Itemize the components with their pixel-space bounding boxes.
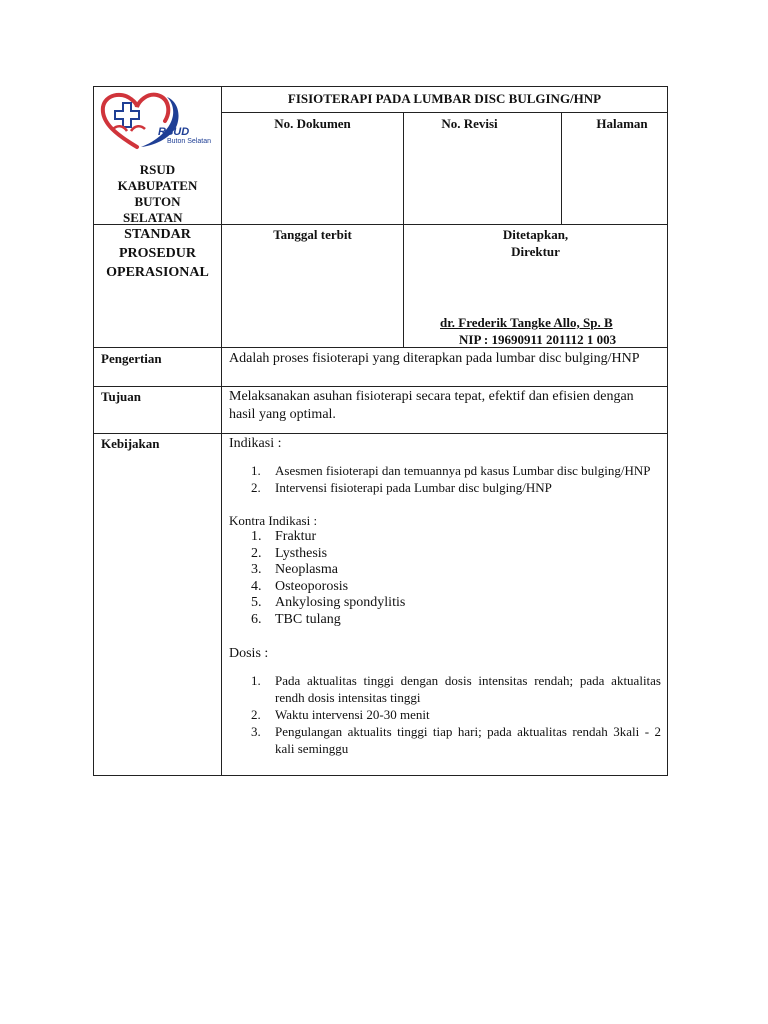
logo-text-sub: Buton Selatan [167,138,211,145]
sop-label [94,225,221,282]
list-item [229,462,661,479]
list-number: 3. [251,723,261,739]
dosis-heading: Dosis : [229,645,269,661]
dosis-item-3: Pengulangan aktualits tinggi tiap hari; pada aktualitas rendah 3kali - 2 kali seminggu [275,723,661,756]
table-border-right [667,86,668,776]
list-number: 1. [251,529,262,544]
no-dokumen-label: No. Dokumen [274,116,351,131]
kontra-item-5: Ankylosing spondylitis [275,595,406,611]
list-number: 5. [251,595,262,611]
kontra-item-4: Osteoporosis [275,578,349,594]
pengertian-text: Adalah proses fisioterapi yang diterapkan pada lumbar disc bulging/HNP [229,351,640,366]
kontra-item-2: Lysthesis [275,545,328,561]
institution-line1: RSUD [139,162,176,177]
indikasi-heading: Indikasi : [229,436,282,451]
list-item [229,479,661,496]
table-border-top [93,86,668,87]
ditetapkan-label: Ditetapkan, [502,227,569,242]
kebijakan-content [229,435,661,757]
institution-line4: SELATAN [123,210,183,225]
list-item [229,706,661,723]
list-number: 3. [251,562,262,578]
direktur-label: Direktur [511,244,560,259]
no-revisi-label: No. Revisi [441,116,498,131]
dosis-list [229,672,661,757]
tujuan-label: Tujuan [101,389,141,404]
halaman-label: Halaman [596,116,648,131]
hospital-logo [97,89,209,151]
kontra-heading: Kontra Indikasi : [229,513,318,528]
list-number: 6. [251,611,262,627]
indikasi-item-1: Asesmen fisioterapi dan temuannya pd kasus Lumbar disc bulging/HNP [275,463,651,478]
document-title: FISIOTERAPI PADA LUMBAR DISC BULGING/HNP [287,91,602,106]
list-item [229,562,661,579]
indikasi-list [229,462,661,496]
list-number: 4. [251,578,262,594]
dosis-item-1: Pada aktualitas tinggi dengan dosis intensitas rendah; pada aktualitas rendh dosis intensitas tinggi [275,672,661,705]
tanggal-terbit-label: Tanggal terbit [273,227,352,242]
institution-line2: KABUPATEN [117,178,198,193]
sop-line3: OPERASIONAL [106,265,209,280]
kebijakan-label: Kebijakan [101,436,160,451]
list-item [229,546,661,563]
institution-line3: BUTON [134,194,181,209]
list-number: 2. [251,480,261,495]
indikasi-item-2: Intervensi fisioterapi pada Lumbar disc bulging/HNP [275,480,552,495]
divider-title-row [221,112,668,113]
list-item [229,612,661,629]
list-number: 1. [251,672,261,688]
table-border-bottom [93,775,668,776]
sop-line1: STANDAR [124,227,191,242]
kontra-item-3: Neoplasma [275,562,338,578]
signatory-name: dr. Frederik Tangke Allo, Sp. B [440,315,613,330]
list-item [229,723,661,757]
list-item [229,579,661,596]
pengertian-label: Pengertian [101,351,162,366]
divider-label-column [221,86,222,776]
institution-name [94,162,221,226]
tujuan-text: Melaksanakan asuhan fisioterapi secara tepat, efektif dan efisien dengan hasil yang optimal. [229,389,634,422]
list-number: 1. [251,463,261,478]
kontra-list [229,529,661,629]
list-number: 2. [251,545,262,561]
list-number: 2. [251,706,261,722]
kontra-item-6: TBC tulang [275,611,341,627]
divider-tujuan-row [93,433,668,434]
list-item [229,595,661,612]
list-item [229,529,661,546]
logo-text-main: RSUD [158,126,190,138]
divider-pengertian-row [93,386,668,387]
sop-line2: PROSEDUR [118,246,196,261]
signatory-nip: NIP : 19690911 201112 1 003 [459,332,617,347]
kontra-item-1: Fraktur [275,529,317,544]
list-item [229,672,661,706]
dosis-item-2: Waktu intervensi 20-30 menit [275,706,430,722]
